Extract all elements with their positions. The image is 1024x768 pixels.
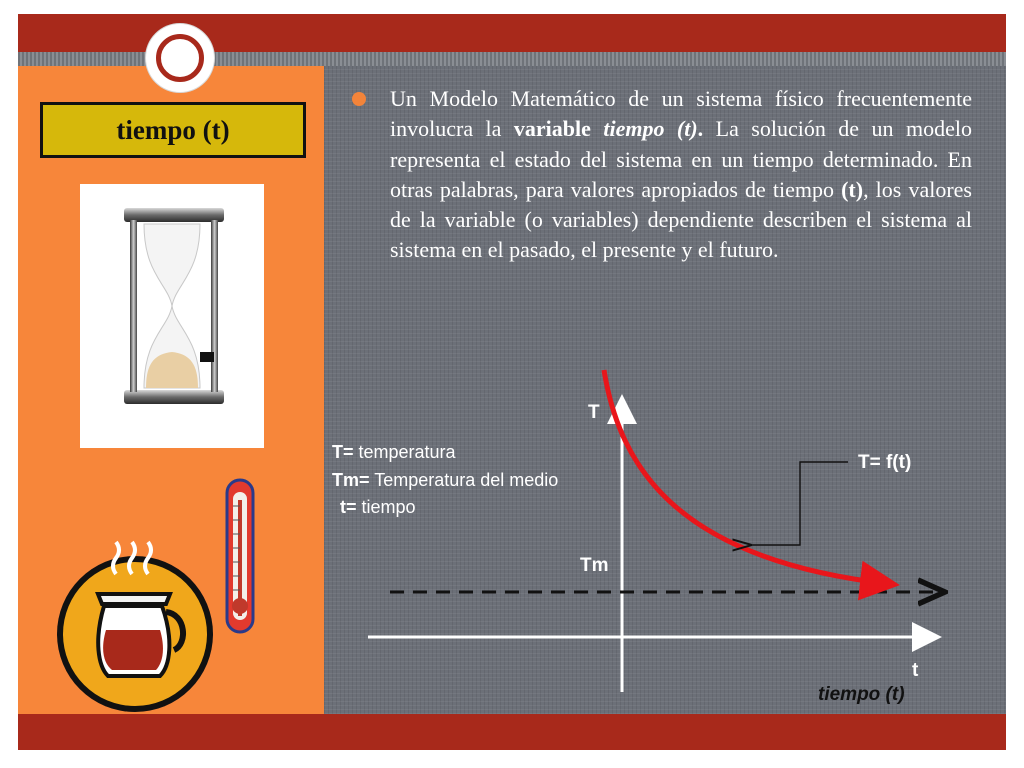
paragraph-run: Un Modelo Matemático de un sistema físico frecuentemente involucra la — [390, 86, 972, 142]
curve-label: T= f(t) — [858, 452, 912, 473]
legend-item: T= temperatura — [332, 442, 456, 462]
legend-item: t= tiempo — [340, 497, 416, 517]
temperature-curve — [604, 370, 890, 584]
paragraph-bold-run: (t) — [841, 176, 864, 202]
paragraph-run: , los valores de la variable (o variables) dependiente describen el sistema al sistema en el pasado, el presente y el futuro. — [390, 176, 972, 263]
x-axis-caption: tiempo (t) — [818, 684, 905, 705]
paragraph-bold-run: variable — [513, 116, 604, 142]
legend-item: Tm= Temperatura del medio — [332, 470, 559, 490]
slide-title: tiempo (t) — [40, 102, 306, 158]
curve-pointer-arrow — [752, 462, 848, 545]
paragraph-run: La solución de un modelo representa el estado del sistema en un tiempo determinado. En otras palabras, para valores apropiados de tiempo — [390, 116, 972, 202]
paragraph-bold-italic-run: tiempo (t) — [603, 116, 698, 142]
tm-label: Tm — [580, 555, 609, 576]
y-axis-label: T — [588, 402, 600, 423]
paragraph-bold-run: . — [697, 116, 704, 142]
x-axis-label: t — [912, 660, 919, 681]
